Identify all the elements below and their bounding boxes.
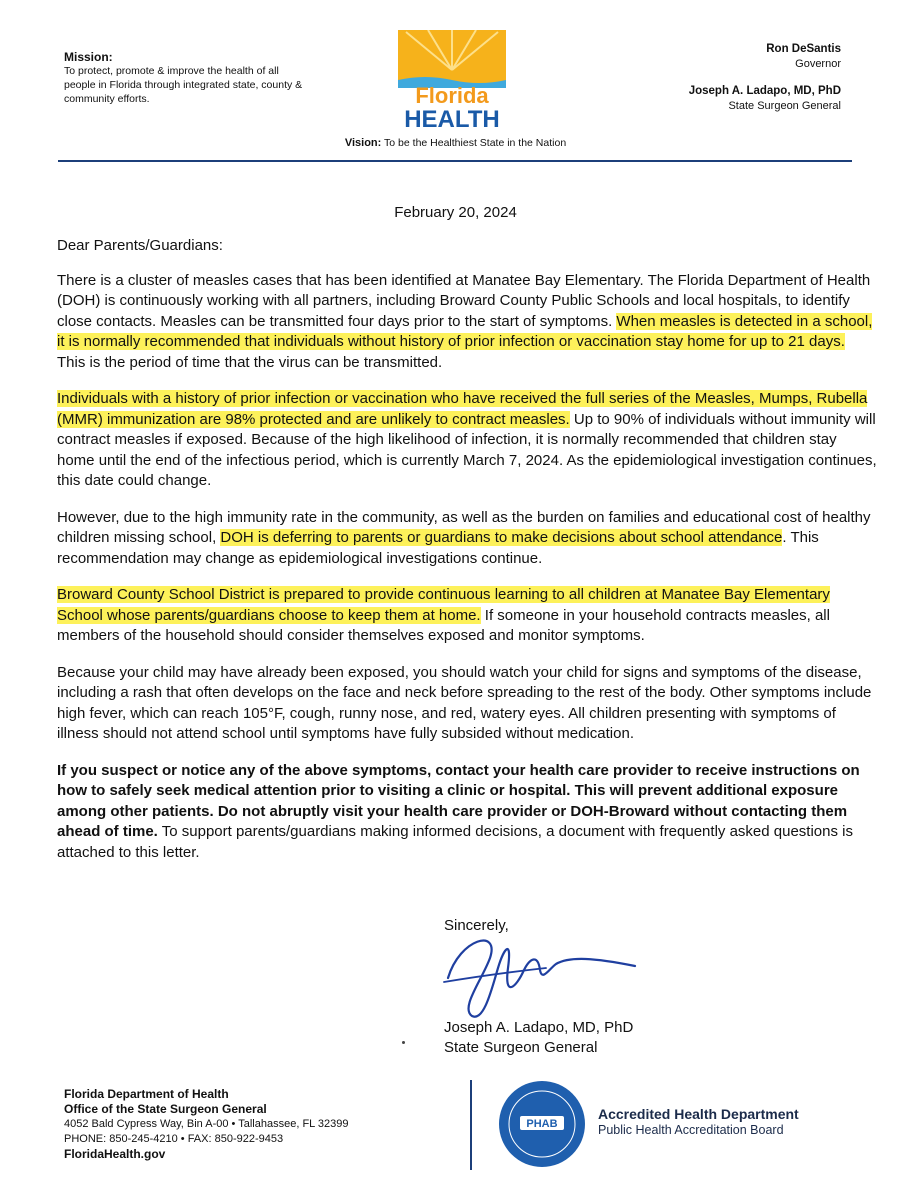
signature-image	[420, 918, 640, 1028]
logo-word-health: HEALTH	[404, 106, 500, 132]
leadership-block	[581, 42, 841, 114]
paragraph-5: Because your child may have already been exposed, you should watch your child for signs and symptoms of the disease, including a rash that often develops on the face and neck before spreading to the rest of the body. Other symptoms include high fever, which can reach 105°F, cough, runny nose, and red, watery eyes. All children presenting with symptoms of illness should not attend school until symptoms have fully subsided without medication.	[57, 663, 872, 742]
vision-text: To be the Healthiest State in the Nation	[384, 137, 567, 149]
warning-text: If you suspect or notice any of the above symptoms, contact your health care provider to receive instructions on how to safely seek medical attention prior to visiting a clinic or hospital. This will prevent additional exposure among other patients. Do not abruptly visit your health care provider or DOH-Broward without contacting them ahead of time.	[57, 761, 860, 840]
closing: Sincerely,	[444, 917, 509, 934]
paragraph-6: If you suspect or notice any of the above symptoms, contact your health care provider to receive instructions on how to safely seek medical attention prior to visiting a clinic or hospital. This will prevent additional exposure among other patients. Do not abruptly visit your health care provider or DOH-Broward without contacting them ahead of time. To support parents/guardians making informed decisions, a document with frequently asked questions is attached to this letter.	[57, 761, 860, 861]
signer-name: Joseph A. Ladapo, MD, PhD	[444, 1019, 634, 1036]
stray-mark	[402, 1041, 405, 1044]
letter-body	[57, 236, 877, 879]
paragraph-2: Individuals with a history of prior infection or vaccination who have received the full series of the Measles, Mumps, Rubella (MMR) immunization are 98% protected and are unlikely to contract measles. Up to 90% of individuals without immunity will contract measles if exposed. Because of the high likelihood of infection, it is normally recommended that children stay home until the end of the infectious period, which is currently March 7, 2024. As the epidemiological investigation continues, this date could change.	[57, 390, 877, 489]
paragraph-4: Broward County School District is prepared to provide continuous learning to all children at Manatee Bay Elementary School whose parents/guardians choose to keep them at home. If someone in your household contracts measles, all members of the household should consider themselves exposed and monitor symptoms.	[57, 586, 830, 644]
vision-label: Vision:	[344, 137, 382, 149]
letter-date: February 20, 2024	[394, 204, 517, 221]
governor-name: Ron DeSantis	[766, 43, 841, 55]
footer-contact	[64, 1087, 349, 1162]
highlight-3: DOH is deferring to parents or guardians to make decisions about school attendance	[220, 529, 783, 546]
paragraph-3: However, due to the high immunity rate in the community, as well as the burden on families and educational cost of healthy children missing school, DOH is deferring to parents or guardians to make decisions about school attendance. This recommendation may change as epidemiological investigations continue.	[57, 508, 871, 567]
highlight-2: Individuals with a history of prior infection or vaccination who have received the full series of the Measles, Mumps, Rubella (MMR) immunization are 98% protected and are unlikely to contract measles.	[57, 390, 868, 428]
mission-title: Mission:	[64, 50, 113, 64]
highlight-4: Broward County School District is prepared to provide continuous learning to all children at Manatee Bay Elementary School whose parents/guardians choose to keep them at home.	[57, 586, 830, 624]
logo-word-florida: Florida	[415, 83, 489, 108]
footer-divider	[470, 1080, 472, 1170]
footer-office: Office of the State Surgeon General	[64, 1102, 267, 1116]
footer-dept: Florida Department of Health	[64, 1087, 229, 1101]
footer-website: FloridaHealth.gov	[64, 1147, 166, 1161]
vision-line	[0, 137, 911, 149]
surgeon-title: State Surgeon General	[728, 100, 841, 112]
footer-address: 4052 Bald Cypress Way, Bin A-00 • Tallahassee, FL 32399	[64, 1118, 349, 1130]
signature-block	[444, 1018, 633, 1058]
accredited-board: Public Health Accreditation Board	[598, 1123, 784, 1137]
governor-title: Governor	[795, 58, 841, 70]
mission-block	[64, 50, 304, 106]
florida-health-logo	[398, 30, 506, 132]
paragraph-1: There is a cluster of measles cases that has been identified at Manatee Bay Elementary. The Florida Department of Health (DOH) is continuously working with all partners, including Broward County Public Schools and local hospitals, to identify close contacts. Measles can be transmitted four days prior to the start of symptoms. When measles is detected in a school, it is normally recommended that individuals without history of prior infection or vaccination stay home for up to 21 days. This is the period of time that the virus can be transmitted.	[57, 271, 873, 371]
seal-text: PHAB	[526, 1118, 558, 1130]
phab-seal-icon	[498, 1080, 586, 1168]
accredited-title: Accredited Health Department	[598, 1106, 799, 1122]
header-divider	[58, 160, 852, 162]
footer-phone: PHONE: 850-245-4210 • FAX: 850-922-9453	[64, 1133, 284, 1145]
mission-text: To protect, promote & improve the health of all people in Florida through integrated state, county & community efforts.	[64, 65, 303, 105]
accreditation-block	[598, 1106, 799, 1138]
signer-title: State Surgeon General	[444, 1039, 598, 1056]
highlight-1: When measles is detected in a school, it is normally recommended that individuals without history of prior infection or vaccination stay home for up to 21 days.	[57, 312, 873, 350]
surgeon-name: Joseph A. Ladapo, MD, PhD	[688, 85, 841, 97]
salutation: Dear Parents/Guardians:	[57, 237, 223, 254]
